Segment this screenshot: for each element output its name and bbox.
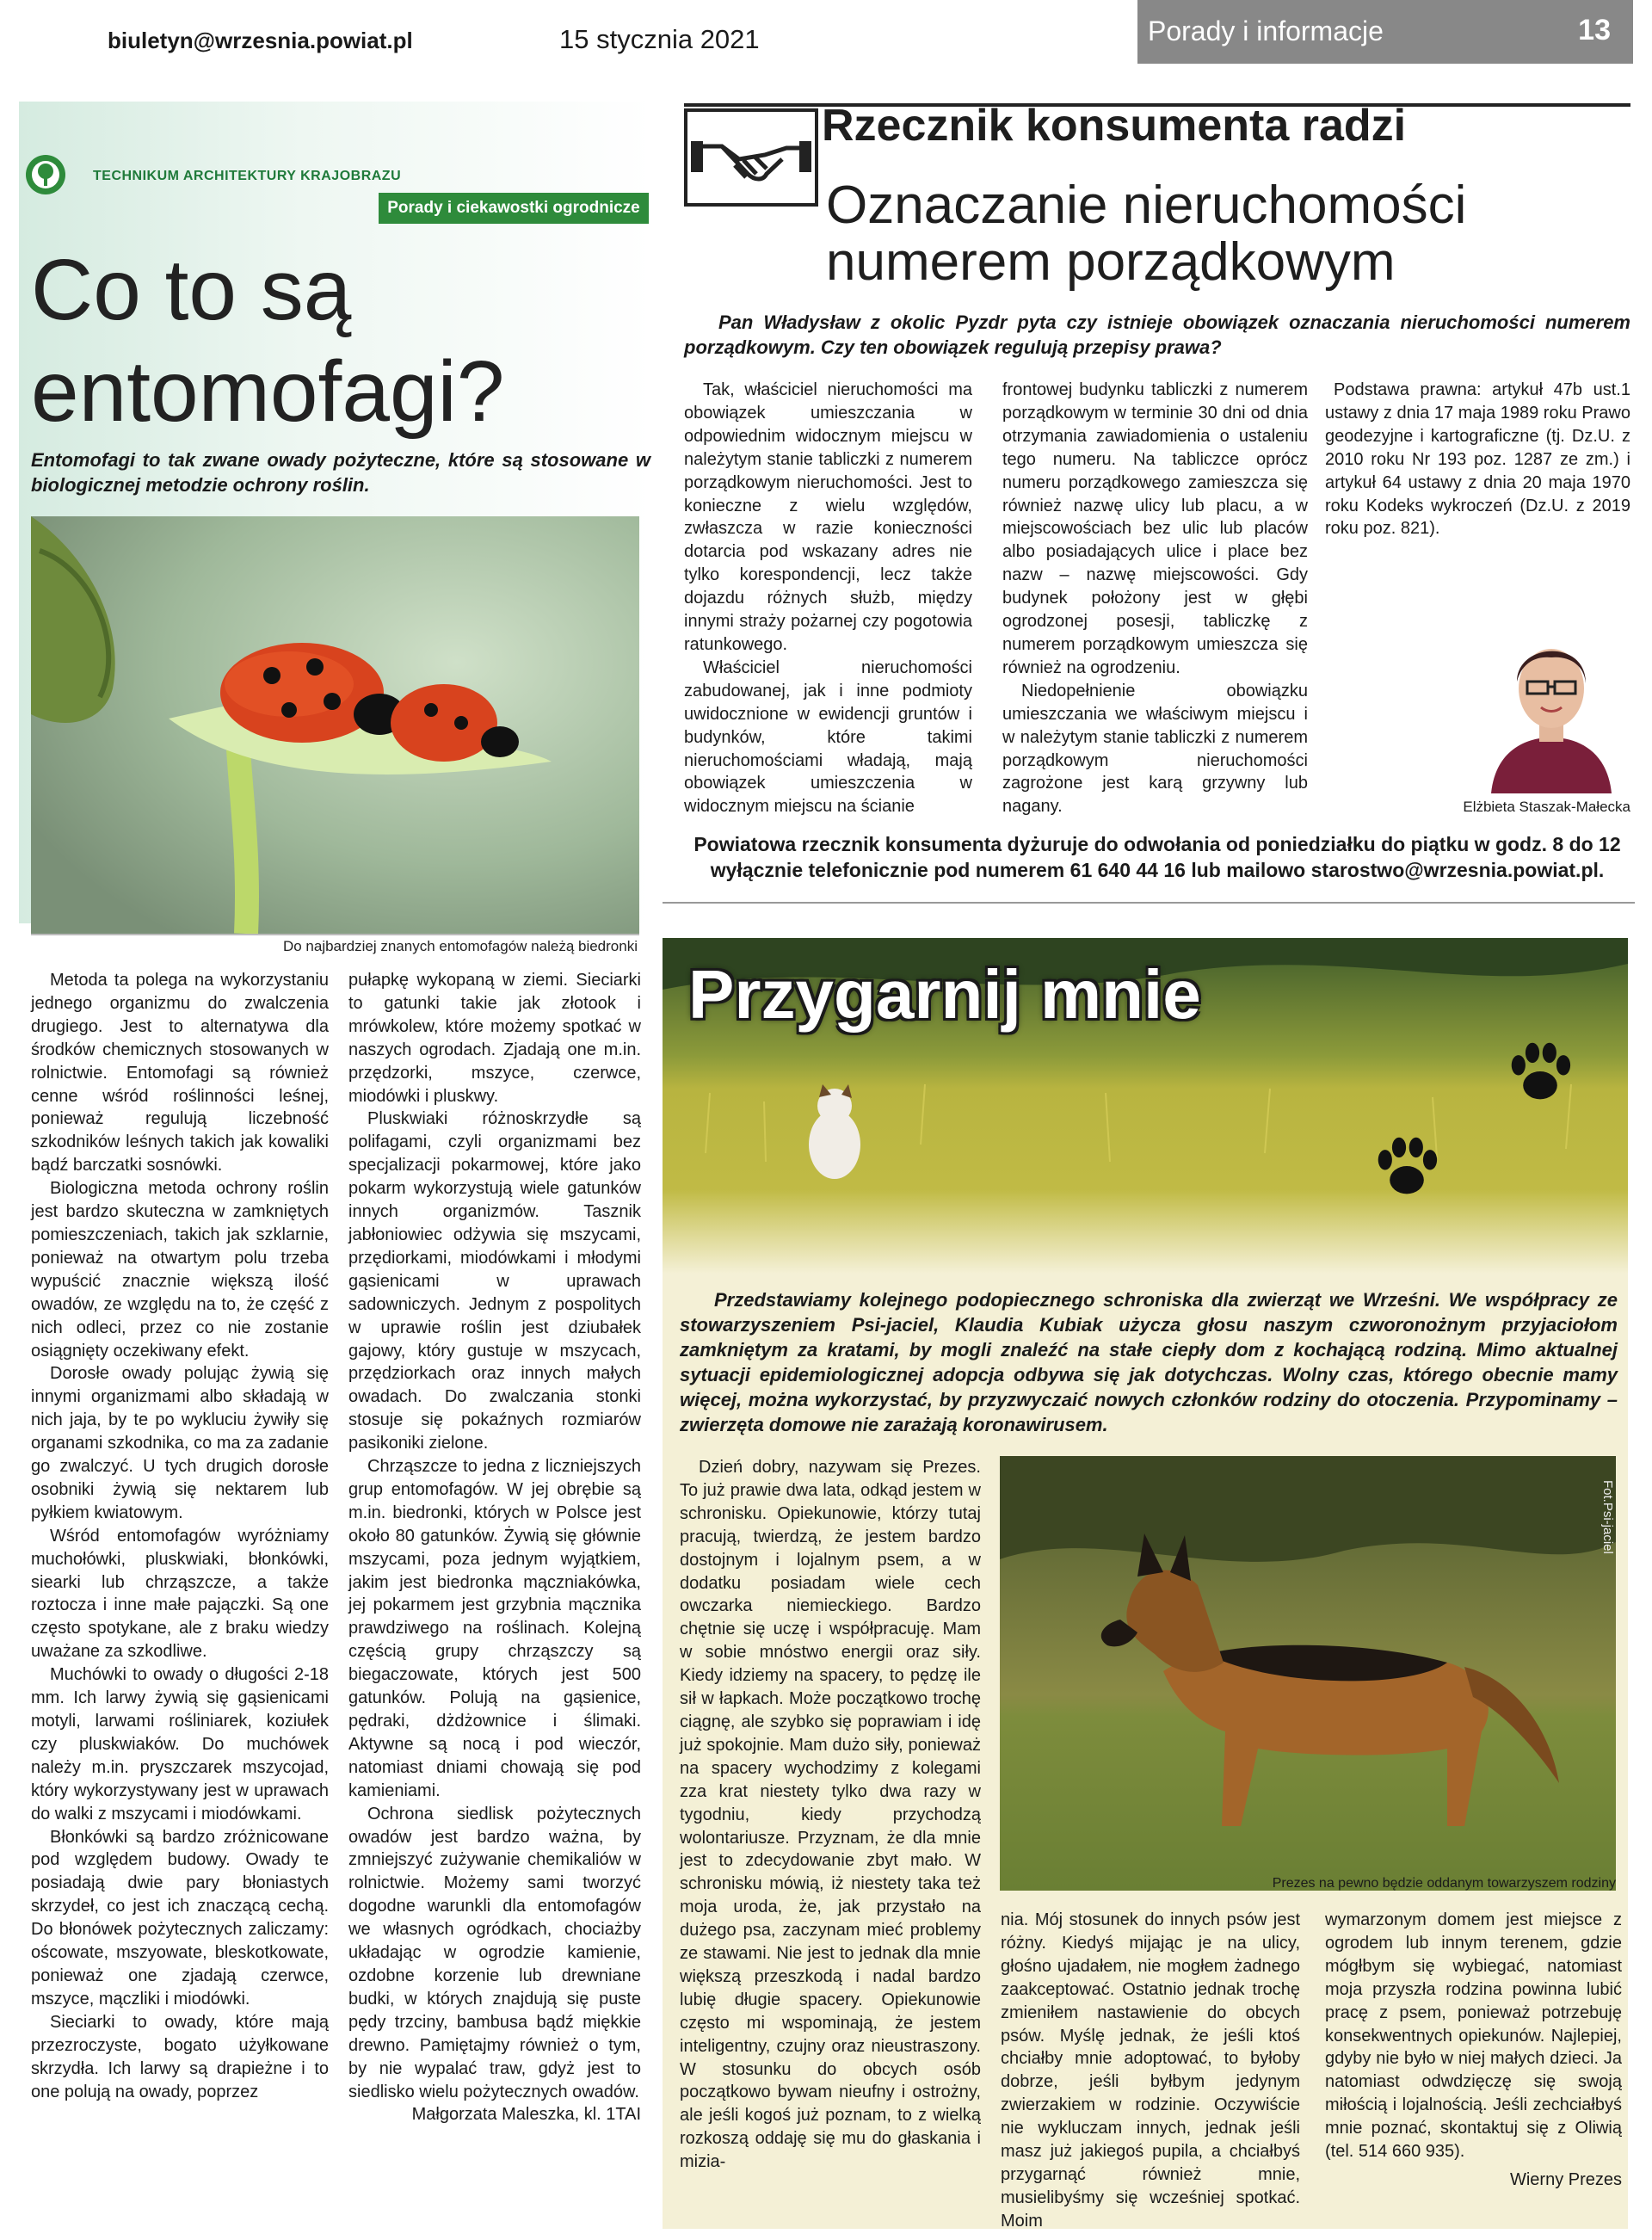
paragraph: Ochrona siedlisk pożytecznych owadów jest bardzo ważna, by zmniejszyć zużywanie chemikaliów w rolnictwie. Możemy sami tworzyć dogodne warunkli dla entomofagów we własnych ogródkach, chociażby układając w ogrodzie kamienie, ozdobne korzenie lub drewniane budki, w których znajdują się puste pędy trzciny, bambusa bądź miękkie drewno. Pamiętajmy również o tym, by nie wypalać traw, gdyż jest to siedlisko wielu pożytecznych owadów.: [348, 1804, 641, 2101]
page-number: 13: [1578, 14, 1611, 46]
paw-print-icon: [1368, 1127, 1446, 1205]
column-badge: Porady i ciekawostki ogrodnicze: [379, 193, 649, 224]
left-article-column-2: [348, 969, 641, 2126]
adoption-column-3: [1325, 1909, 1622, 2192]
headline-line-2: numerem porządkowym: [826, 232, 1396, 292]
adoption-title: Przygarnij mnie: [688, 956, 1201, 1033]
consumer-column-1: [684, 379, 972, 818]
paragraph: pułapkę wykopaną w ziemi. Sieciarki to gatunki takie jak złotook i mrówkolew, które możemy spotkać w naszych ogrodach. Zjadają one m.in. przędzorki, mszyce, czerwce, miodówki i pluskwy.: [348, 971, 641, 1106]
photo-caption: Do najbardziej znanych entomofagów należą biedronki: [282, 938, 638, 954]
paragraph: Metoda ta polega na wykorzystaniu jednego organizmu do zwalczenia drugiego. Jest to alternatywa dla środków chemicznych stosowanych w rolnictwie. Entomofagi są również cenne wśród roślinności leśnej, ponieważ regulują liczebność szkodników leśnych takich jak kowaliki bądź barczatki sosnówki.: [31, 971, 329, 1176]
paragraph: nia. Mój stosunek do innych psów jest różny. Kiedyś mijając je na ulicy, głośno ujadałem, nie mogłem żadnego zaakceptować. Ostatnio jednak trochę zmieniłem nastawienie do obcych psów. Myślę jednak, że jeśli ktoś chciałby mnie adoptować, to byłoby dobrze, jeśli byłbym jedynym zwierzakiem w rodzinie. Oczywiście nie wykluczam innych, jednak jeśli masz już jakiegoś pupila, a chciałbyś przygarnąć również mnie, musielibyśmy się wcześniej spotkać. Moim: [1001, 1910, 1300, 2231]
paragraph: Muchówki to owady o długości 2-18 mm. Ich larwy żywią się gąsienicami motyli, larwami rośliniarek, koziułek czy pluskwiaków. Do muchówek należy m.in. pryszczarek mszycojad, który wykorzystywany jest w uprawach do walki z mszycami i miodówkami.: [31, 1665, 329, 1823]
photo-credit: Fot.Psi-jaciel: [1600, 1480, 1615, 1554]
header-section-bar: [1137, 0, 1633, 64]
paragraph: Pluskwiaki różnoskrzydłe są polifagami, czyli organizmami bez specjalizacji pokarmowej, które jako pokarm wykorzystują wiele gatunków innych organizmów. Tasznik jabłoniowiec odżywia się mszycami, przędiorkami, miodówkami i młodymi gąsienicami w uprawach sadowniczych. Jednym z pospolitych w uprawie roślin jest dziubałek gajowy, który gustuje w mszycach, przędziorkach oraz innych małych owadach. Do zwalczania stonki stosuje się pokaźnych rozmiarów pasikoniki zielone.: [348, 1109, 641, 1453]
paragraph: Sieciarki to owady, które mają przezroczyste, bogato użyłkowane skrzydła. Ich larwy są drapieżne i to one polują na owady, poprzez: [31, 2012, 329, 2101]
ombudsman-contact: [680, 831, 1635, 883]
paragraph: Dorosłe owady polując żywią się innymi organizmami albo składają w nich jaja, by te po wykluciu żywiły się organami szkodnika, co ma za zadanie go zwalczyć. U tych drugich dorosłe osobniki żywią się nektarem lub pyłkiem kwiatowym.: [31, 1364, 329, 1522]
paragraph: Błonkówki są bardzo zróżnicowane pod względem budowy. Owady te posiadają dwie pary błoniastych skrzydeł, co jest ich znaczącą cechą. Do błonówek pożytecznych zaliczamy: oścowate, mszyowate, bleskotkowate, ponieważ one zjadają czerwce, mszyce, mączliki i miodówki.: [31, 1827, 329, 2009]
adoption-lead: Przedstawiamy kolejnego podopiecznego schroniska dla zwierząt we Wrześni. We współpracy ze stowarzyszeniem Psi-jaciel, Klaudia Kubiak użycza głosu naszym czworonożnym przyjaciołom zamkniętym za kratami, by mogli znaleźć na stałe ciepły dom z kochającą rodziną. Mimo aktualnej sytuacji epidemiologicznej adopcja odbywa się jak dotychczas. Wolny czas, którego obecnie mamy więcej, można wykorzystać, by przyzwyczaić nowych członków rodziny do otoczenia. Przypominamy – zwierzęta domowe nie zarażają koronawirusem.: [680, 1289, 1618, 1435]
school-name: TECHNIKUM ARCHITEKTURY KRAJOBRAZU: [93, 169, 402, 183]
school-logo-icon: [24, 153, 67, 196]
header-email: biuletyn@wrzesnia.powiat.pl: [108, 28, 413, 53]
paragraph: frontowej budynku tabliczki z numerem porządkowym w terminie 30 dni od dnia otrzymania zawiadomienia o ustaleniu tego numeru. Na tabliczce oprócz numeru porządkowego zamieszcza się również nazwę ulicy lub placu, a w miejscowościach bez ulic lub placów albo posiadających ulice i place bez nazw – nazwę miejscowości. Gdy budynek położony jest w głębi ogrodzonej posesji, tabliczkę z numerem porządkowym umieszcza się również na ogrodzeniu.: [1002, 380, 1308, 677]
article-lead: Entomofagi to tak zwane owady pożyteczne, które są stosowane w biologicznej metodzie ochrony roślin.: [31, 449, 650, 496]
title-line-1: Co to są: [31, 242, 352, 338]
ladybug-photo: [31, 516, 639, 934]
handshake-icon-box: [684, 108, 818, 207]
dog-photo: [1000, 1456, 1616, 1891]
author-signature: Małgorzata Maleszka, kl. 1TAI: [411, 2105, 641, 2125]
section-divider: [663, 902, 1635, 904]
header-date: 15 stycznia 2021: [559, 24, 760, 54]
left-article-column-1: [31, 969, 329, 2103]
portrait-caption: Elżbieta Staszak-Małecka: [1463, 799, 1630, 815]
headline-line-1: Oznaczanie nieruchomości: [826, 176, 1467, 235]
paragraph: Wśród entomofagów wyróżniamy muchołówki, pluskwiaki, błonkówki, siearki lub chrząszcze, a także roztocza i inne małe pajączki. Są one często spotykane, ale z braku wiedzy uważane za szkodliwe.: [31, 1526, 329, 1662]
paragraph: Tak, właściciel nieruchomości ma obowiązek umieszczania w odpowiednim widocznym miejscu w należytym stanie tabliczki z numerem porządkowym nieruchomości. Jest to konieczne z wielu względów, zwłaszcza w razie konieczności dotarcia pod wskazany adres nie tylko korespondencji, lecz także dojazdu różnych służb, między innymi straży pożarnej czy pogotowia ratunkowego.: [684, 380, 972, 654]
dog-signature: Wierny Prezes: [1509, 2169, 1622, 2189]
paragraph: wymarzonym domem jest miejsce z ogrodem lub innym terenem, gdzie mógłbym się wybiegać, natomiast moja przyszła rodzina powinna lubić pracę z psem, ponieważ potrzebuję konsekwentnych opiekunów. Najlepiej, gdyby nie było w niej małych dzieci. Ja natomiast odwdzięczę się swoją miłością i lojalnością. Jeśli zechciałbyś mnie poznać, skontaktuj się z Oliwią (tel. 514 660 935).: [1325, 1910, 1622, 2162]
handshake-icon: [687, 112, 815, 203]
article-title: [31, 239, 650, 442]
header-section: Porady i informacje: [1148, 15, 1384, 46]
paragraph: Dzień dobry, nazywam się Prezes. To już prawie dwa lata, odkąd jestem w schronisku. Opiekunowie, którzy tutaj pracują, twierdzą, że jestem bardzo dostojnym i lojalnym psem, a w dodatku posiadam wiele cech owczarka niemieckiego. Bardzo chętnie się uczę i współpracuję. Mam w sobie mnóstwo energii oraz siły. Kiedy idziemy na spacery, to pędzę ile sił w łapkach. Może początkowo trochę ciągnę, ale szybko się poprawiam i idę już spokojnie. Mam dużo siły, ponieważ na spacery wychodzimy z kolegami zza krat niestety tylko dwa razy w tygodniu, kiedy przychodzą wolontariusze. Przyznam, że dla mnie jest to zdecydowanie zbyt mało. W schronisku mówią, iż niestety taka też moja uroda, że, jak przystało na dużego psa, zaczynam mieć problemy ze stawami. Nie jest to jednak dla mnie większą przeszkodą i nadal bardzo lubię długie spacery. Opiekunowie często mi wspominają, że jestem inteligentny, czujny oraz nieustraszony. W stosunku do obcych osób początkowo bywam nieufny i ostrożny, ale jeśli kogoś już poznam, to z wielką rozkoszą oddaję się mu do głaskania i mizia-: [680, 1458, 981, 2172]
title-line-2: entomofagi?: [31, 343, 505, 440]
section-kicker: Rzecznik konsumenta radzi: [822, 101, 1407, 151]
paw-print-icon: [1501, 1033, 1579, 1110]
paragraph: Niedopełnienie obowiązku umieszczania we właściwym miejscu i w należytym stanie tabliczki z numerem porządkowym nieruchomości zagrożone jest karą grzywny lub nagany.: [1002, 681, 1308, 817]
photo-divider: [31, 934, 639, 935]
consumer-column-3: [1325, 379, 1630, 540]
adoption-column-2: [1001, 1909, 1300, 2233]
reader-question: Pan Władysław z okolic Pyzdr pyta czy istnieje obowiązek oznaczania nieruchomości numerem porządkowym. Czy ten obowiązek regulują przepisy prawa?: [684, 312, 1630, 358]
adoption-column-1: [680, 1456, 981, 2174]
legal-basis: Podstawa prawna: artykuł 47b ust.1 ustawy z dnia 17 maja 1989 roku Prawo geodezyjne i kartograficzne (tj. Dz.U. z 2010 roku Nr 193 poz. 1287 ze zm.) i artykuł 64 ustawy z dnia 20 maja 1970 roku Kodeks wykroczeń (Dz.U. z 2019 roku poz. 821).: [1325, 380, 1630, 539]
consumer-headline: [826, 177, 1600, 291]
consumer-column-2: [1002, 379, 1308, 818]
contact-line-1: Powiatowa rzecznik konsumenta dyżuruje do odwołania od poniedziałku do piątku w godz. 8 do 12: [693, 833, 1621, 855]
dog-photo-caption: Prezes na pewno będzie oddanym towarzyszem rodziny: [1272, 1876, 1616, 1891]
paragraph: Biologiczna metoda ochrony roślin jest bardzo skuteczna w zamkniętych pomieszczeniach, takich jak szklarnie, ponieważ na otwartym polu trzeba wypuścić znacznie większą ilość owadów, ze względu na to, że część z nich odleci, przez co nie zostanie osiągnięty oczekiwany efekt.: [31, 1179, 329, 1361]
contact-line-2: wyłącznie telefonicznie pod numerem 61 640 44 16 lub mailowo starostwo@wrzesnia.powiat.pl.: [710, 859, 1605, 881]
paragraph: Chrząszcze to jedna z liczniejszych grup entomofagów. W jej obrębie są m.in. biedronki, których w Polsce jest około 80 gatunków. Żywią się głównie mszycami, poza jednym wyjątkiem, jakim jest biedronka mączniakówka, jej pokarmem jest grzybnia mącznika prawdziwego na roślinach. Kolejną częścią grupy chrząszczy są biegaczowate, których jest 500 gatunków. Polują na gąsienice, pędraki, dżdżownice i ślimaki. Aktywne są nocą i pod wieczór, natomiast dniami chowają się pod kamieniami.: [348, 1457, 641, 1800]
paragraph: Właściciel nieruchomości zabudowanej, jak i inne podmioty uwidocznione w ewidencji gruntów i budynków, które takimi nieruchomościami władają, mają obowiązek umieszczenia w widocznym miejscu na ścianie: [684, 657, 972, 817]
ombudsman-portrait: [1474, 613, 1629, 793]
